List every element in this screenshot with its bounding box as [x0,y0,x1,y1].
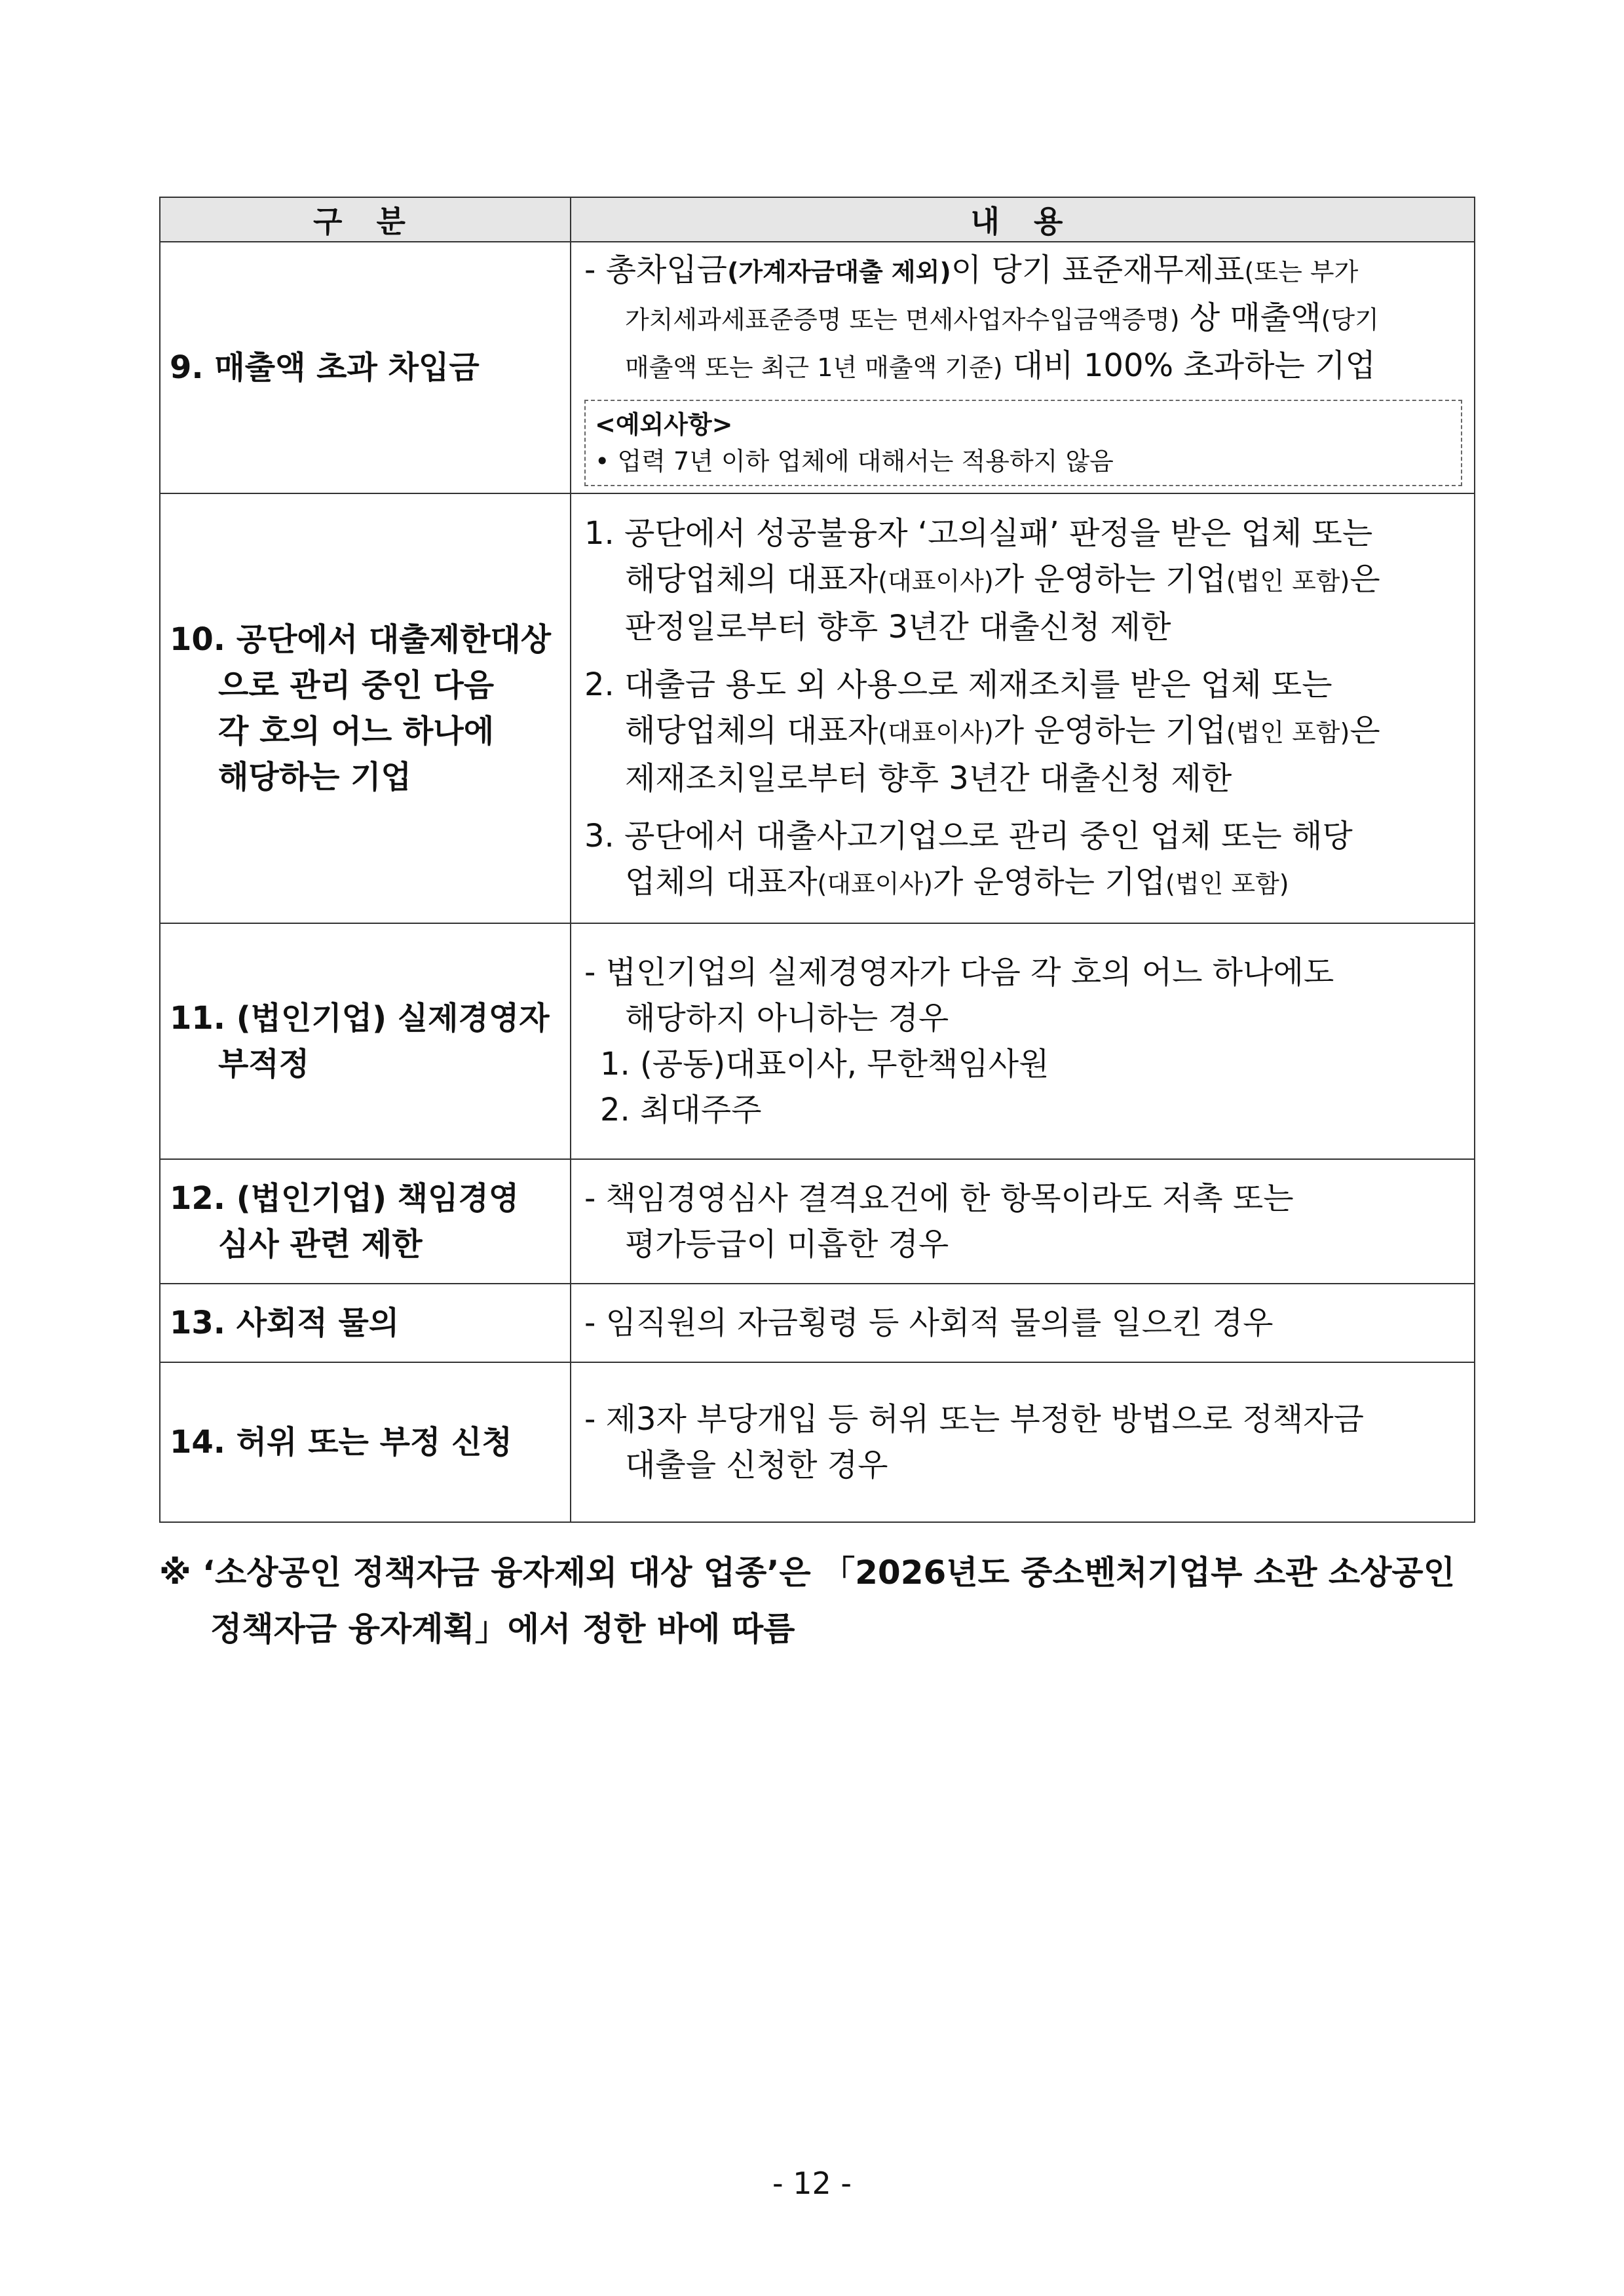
row-content: - 법인기업의 실제경영자가 다음 각 호의 어느 하나에도 해당하지 아니하는 경우 1. (공동)대표이사, 무한책임사원 2. 최대주주 [571,923,1475,1159]
restriction-table [159,197,1475,1523]
table-row [160,1362,1475,1522]
exception-text: • 업력 7년 이하 업체에 대해서는 적용하지 않음 [595,446,1114,476]
row-label: 11. (법인기업) 실제경영자 부적정 [160,923,571,1159]
row-label: 13. 사회적 물의 [160,1284,571,1362]
row-content: - 제3자 부당개입 등 허위 또는 부정한 방법으로 정책자금 대출을 신청한 경우 [571,1362,1475,1522]
exception-title: <예외사항> [595,410,733,439]
table-header-row [160,197,1475,242]
table-row [160,1284,1475,1362]
row-label: 12. (법인기업) 책임경영 심사 관련 제한 [160,1159,571,1284]
content-line: 매출액 또는 최근 1년 매출액 기준) 대비 100% 초과하는 기업 [625,347,1376,384]
row-label: 9. 매출액 초과 차입금 [160,242,571,493]
table-row [160,242,1475,493]
row-content: - 책임경영심사 결격요건에 한 항목이라도 저촉 또는 평가등급이 미흡한 경우 [571,1159,1475,1284]
content-line: 가치세과세표준증명 또는 면세사업자수입금액증명) 상 매출액(당기 [625,299,1379,336]
row-content: - 임직원의 자금횡령 등 사회적 물의를 일으킨 경우 [571,1284,1475,1362]
exception-box [584,400,1462,486]
header-content: 내 용 [571,197,1475,242]
row-label: 10. 공단에서 대출제한대상 으로 관리 중인 다음 각 호의 어느 하나에 해당하는 기업 [160,493,571,923]
table-row [160,1159,1475,1284]
header-category: 구 분 [160,197,571,242]
footnote: ※ ‘소상공인 정책자금 융자제외 대상 업종’은 「2026년도 중소벤처기업부 소관 소상공인 정책자금 융자계획」에서 정한 바에 따름 [159,1554,1456,1648]
table-row [160,923,1475,1159]
content-line: - 총차입금(가계자금대출 제외)이 당기 표준재무제표(또는 부가 [584,251,1359,288]
page-number: - 12 - [772,2166,852,2201]
row-label: 14. 허위 또는 부정 신청 [160,1362,571,1522]
table-row [160,493,1475,923]
row-content: 1. 공단에서 성공불융자 ‘고의실패’ 판정을 받은 업체 또는 해당업체의 대표자(대표이사)가 운영하는 기업(법인 포함)은 판정일로부터 향후 3년간 대출신청 제한 2. 대출금 용도 외 사용으로 제재조치를 받은 업체 또는 해당업체의 대표자(대표이사)가 운영하는 기업(법인 포함)은 제재조치일로부터 향후 3년간 대출신청 제한 3. 공단에서 대출사고기업으로 관리 중인 업체 또는 해당 업체의 대표자(대표이사)가 운영하는 기업(법인 포함) [571,493,1475,923]
row-content [571,242,1475,493]
